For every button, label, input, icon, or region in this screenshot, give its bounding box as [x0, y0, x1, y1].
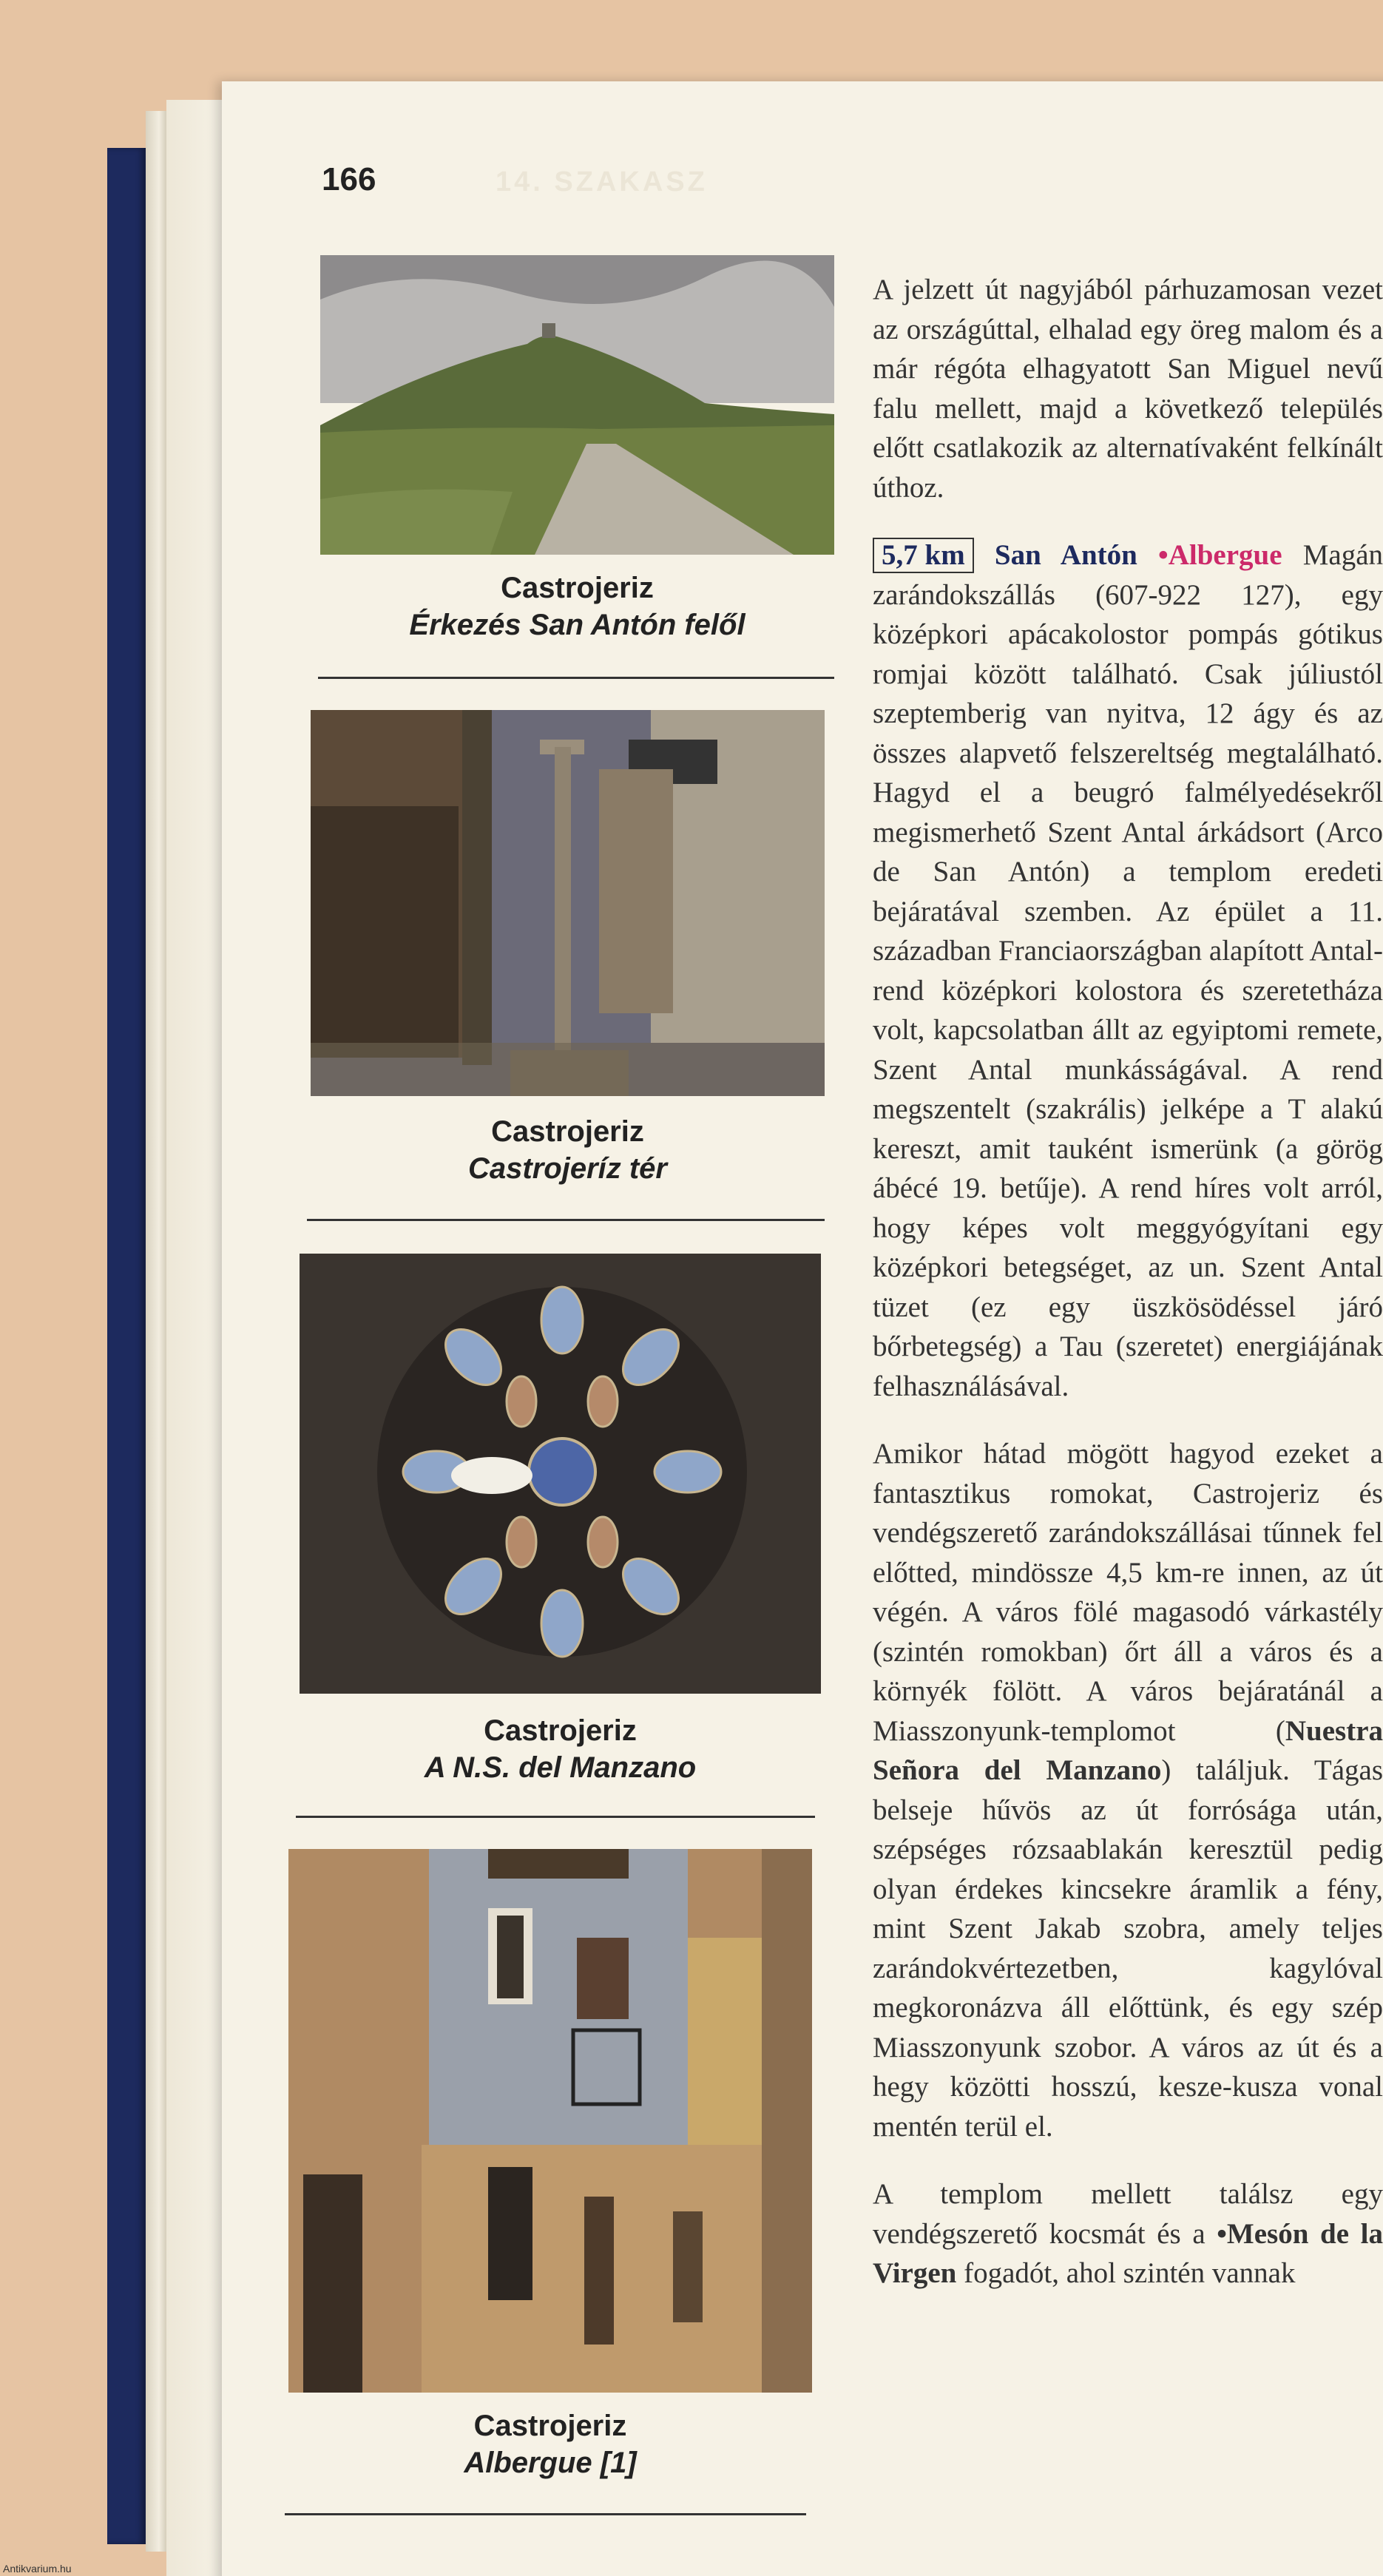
paragraph-text: Magán zarándokszállás (607-922 127), egy középkori apácakolostor pompás gótikus romjai között található. Csak júliustól szeptemberig van nyitva, 12 ágy és az összes alapvető felszereltség megtalálható. Hagyd el a beugró falmélyedésekről megismerhető Szent Antal árkádsort (Arco de San Antón) a templom eredeti bejáratával szemben. Az épület a 11. században Franciaországban alapított Antal-rend középkori kolostora és szeretetháza volt, kapcsolatban állt az egyiptomi remete, Szent Antal munkásságával. A rend megszentelt (szakrális) jelképe a T alakú kereszt, amit tauként ismerünk (a görög ábécé 19. betűje). A rend híres volt arról, hogy képes volt meggyógyítani egy középkori betegséget, az un. Szent Antal tüzet (ez egy üszkösödéssel járó bőrbetegség) a Tau (szeretet) energiájának felhasználásával.: [873, 539, 1383, 1402]
divider: [296, 1816, 815, 1818]
paragraph-san-anton: [873, 535, 1383, 1406]
caption-title: Castrojeriz: [501, 572, 654, 604]
albergue-tag: •Albergue: [1158, 539, 1282, 571]
photo-4-caption: [288, 2407, 812, 2481]
photo-castle-hill: [320, 255, 834, 555]
paragraph-text: fogadót, ahol szintén vannak: [956, 2257, 1296, 2289]
caption-subtitle: Albergue [1]: [464, 2447, 637, 2479]
distance-badge: 5,7 km: [873, 538, 974, 573]
caption-title: Castrojeriz: [473, 2410, 627, 2442]
divider: [307, 1219, 825, 1221]
photo-albergue: [288, 1849, 812, 2393]
photo-2-caption: [311, 1113, 825, 1187]
divider: [285, 2513, 806, 2515]
photo-rose-window: [300, 1254, 821, 1694]
body-text-column: [873, 270, 1383, 2322]
caption-title: Castrojeriz: [484, 1714, 637, 1747]
book-spine: [107, 148, 146, 2544]
photo-1-caption: [320, 569, 834, 643]
caption-title: Castrojeriz: [491, 1115, 644, 1148]
page-number: 166: [322, 161, 376, 197]
photo-3-caption: [300, 1712, 821, 1786]
divider: [318, 677, 834, 679]
caption-subtitle: A N.S. del Manzano: [424, 1751, 697, 1784]
paragraph-text: ) találjuk. Tágas belseje hűvös az út forrósága után, szépséges rózsaablakán keresztül pedig olyan érdekes kincsekre áramlik a fény, mint Szent Jakab szobra, amely teljes zarándokvértezetben, kagylóval megkoronázva áll előttünk, és egy szép Miasszonyunk szobor. A város az út és a hegy közötti hosszú, kesze-kusza vonal mentén terül el.: [873, 1754, 1383, 2143]
inn-name: •Mesón de la Virgen: [873, 2217, 1383, 2289]
paragraph-route: A jelzett út nagyjából párhuzamosan vezet az országúttal, elhalad egy öreg malom és a már régóta elhagyatott San Miguel nevű falu mellett, majd a következő település előtt csatlakozik az alternatívaként felkínált úthoz.: [873, 274, 1383, 504]
paragraph-meson: [873, 2174, 1383, 2293]
photo-stone-cross: [311, 710, 825, 1096]
page-edges: [146, 111, 168, 2552]
paragraph-text: A templom mellett találsz egy vendégszerető kocsmát és a: [873, 2178, 1383, 2250]
paragraph-castrojeriz: [873, 1434, 1383, 2146]
running-head: 14. SZAKASZ: [496, 166, 708, 197]
caption-subtitle: Castrojeríz tér: [468, 1152, 667, 1185]
watermark: Antikvarium.hu: [3, 2563, 72, 2575]
paragraph-text: Amikor hátad mögött hagyod ezeket a fantasztikus romokat, Castrojeriz és vendégszerető zarándokszállásai tűnnek fel előtted, mindössze 4,5 km-re innen, az út végén. A város fölé magasodó várkastély (szintén romokban) őrt áll a város és a környék fölött. A város bejáratánál a Miasszonyunk-templomot (: [873, 1438, 1383, 1747]
church-name: Nuestra Señora del Manzano: [873, 1714, 1383, 1786]
place-name: San Antón: [994, 539, 1137, 571]
caption-subtitle: Érkezés San Antón felől: [409, 609, 745, 641]
